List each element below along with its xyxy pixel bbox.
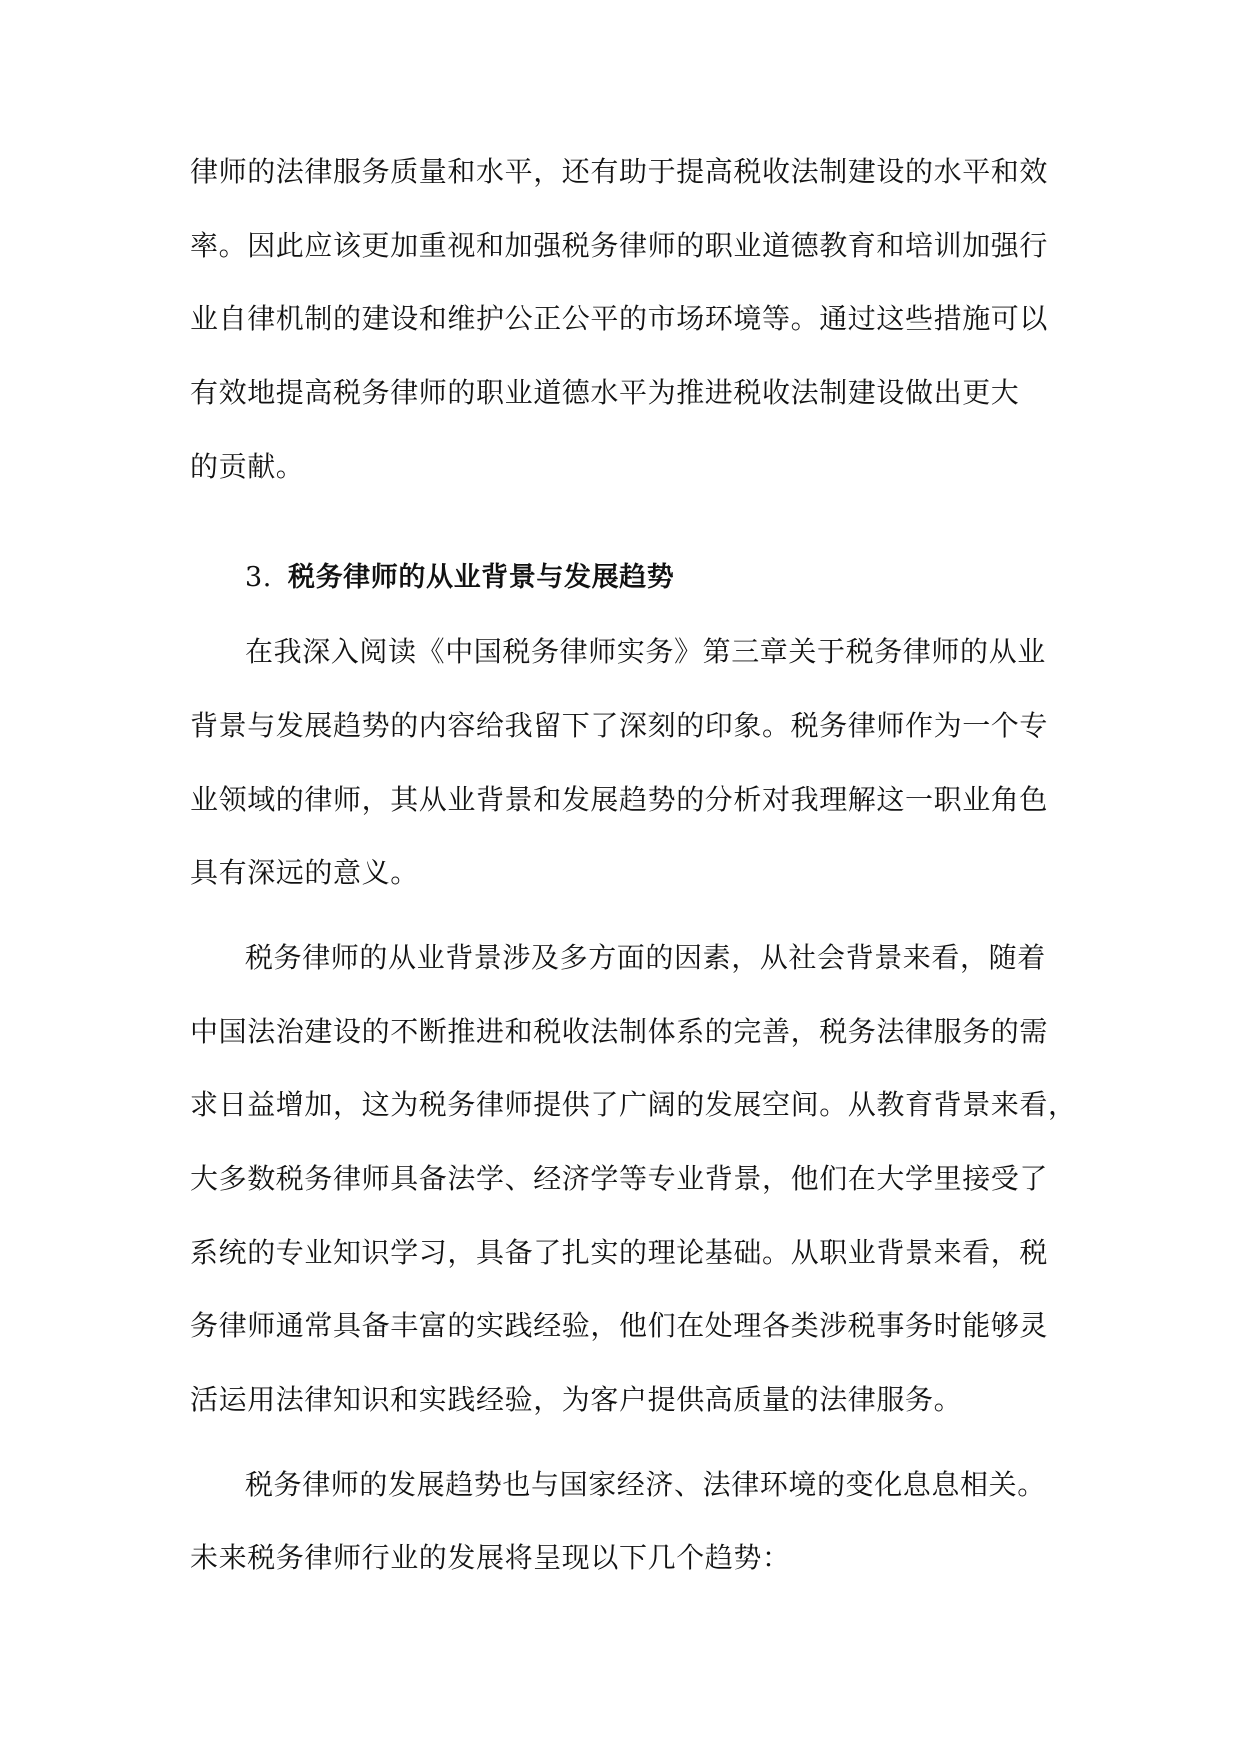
body-line: 未来税务律师行业的发展将呈现以下几个趋势： — [190, 1541, 791, 1575]
document-page — [0, 135, 1241, 1595]
body-line: 率。因此应该更加重视和加强税务律师的职业道德教育和培训加强行 — [190, 228, 1049, 262]
section-number: 3. — [245, 562, 272, 594]
body-line: 活运用法律知识和实践经验，为客户提供高质量的法律服务。 — [190, 1383, 963, 1416]
body-line: 中国法治建设的不断推进和税收法制体系的完善，税务法律服务的需 — [190, 1014, 1049, 1048]
body-line: 务律师通常具备丰富的实践经验，他们在处理各类涉税事务时能够灵 — [190, 1309, 1049, 1343]
body-line: 有效地提高税务律师的职业道德水平为推进税收法制建设做出更大 — [190, 376, 1020, 410]
paragraph-intro — [190, 615, 1241, 910]
body-line: 税务律师的从业背景涉及多方面的因素，从社会背景来看，随着 — [245, 940, 1046, 974]
body-line: 系统的专业知识学习，具备了扎实的理论基础。从职业背景来看，税 — [190, 1235, 1049, 1269]
body-line: 的贡献。 — [190, 449, 305, 483]
body-line: 业领域的律师，其从业背景和发展趋势的分析对我理解这一职业角色 — [190, 782, 1049, 816]
body-line: 大多数税务律师具备法学、经济学等专业背景，他们在大学里接受了 — [190, 1161, 1049, 1195]
body-line: 背景与发展趋势的内容给我留下了深刻的印象。税务律师作为一个专 — [190, 708, 1049, 742]
body-line: 税务律师的发展趋势也与国家经济、法律环境的变化息息相关。 — [245, 1467, 1046, 1501]
body-line: 在我深入阅读《中国税务律师实务》第三章关于税务律师的从业 — [245, 635, 1046, 669]
section-title: 税务律师的从业背景与发展趋势 — [287, 562, 675, 594]
paragraph-trends — [190, 1448, 1241, 1595]
paragraph-ethics-conclusion — [190, 135, 1241, 503]
body-line: 律师的法律服务质量和水平，还有助于提高税收法制建设的水平和效 — [190, 155, 1049, 188]
body-line: 求日益增加，这为税务律师提供了广阔的发展空间。从教育背景来看， — [190, 1088, 1077, 1122]
section-heading — [190, 541, 1241, 615]
paragraph-background — [190, 921, 1241, 1437]
body-line: 具有深远的意义。 — [190, 856, 419, 890]
body-line: 业自律机制的建设和维护公正公平的市场环境等。通过这些措施可以 — [190, 302, 1049, 336]
